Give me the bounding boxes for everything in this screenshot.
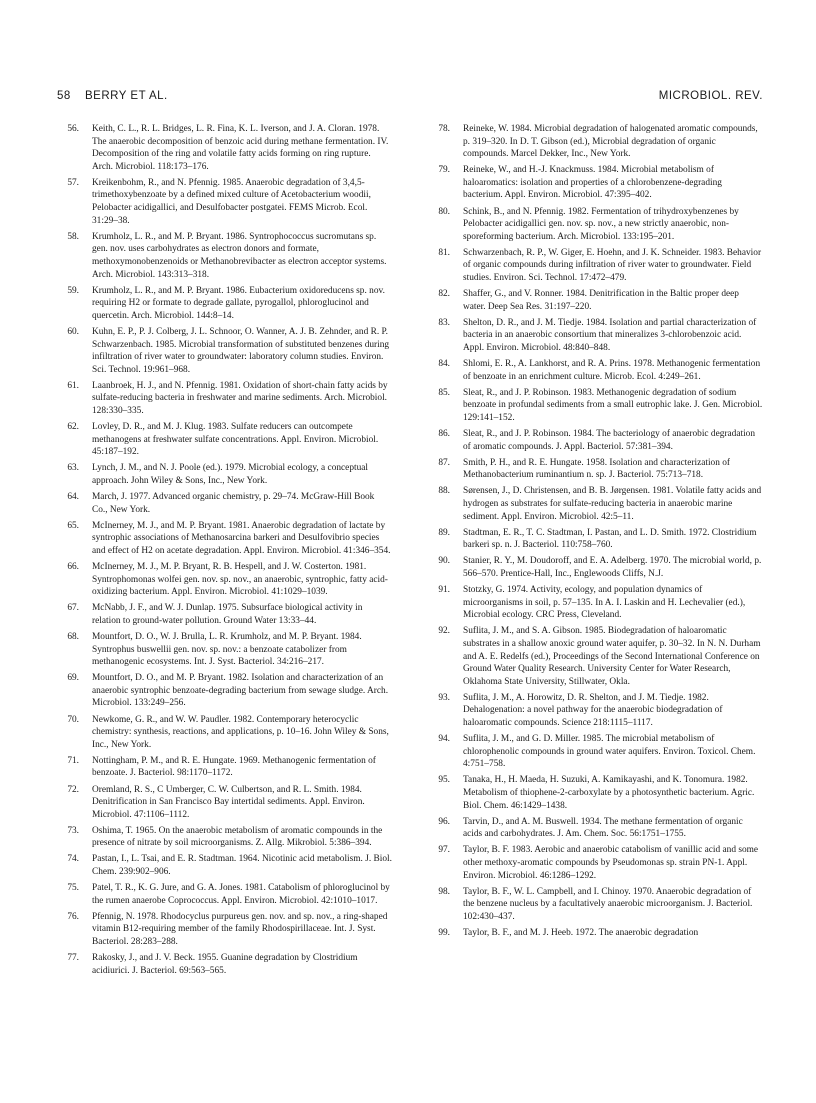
reference-text: Kreikenbohm, R., and N. Pfennig. 1985. Anaerobic degradation of 3,4,5-trimethoxybenzoate by a defined mixed culture of Acetobacterium woodii, Pelobacter acidigallici, and Desulfobacter postgatei. FEMS Microb. Ecol. 31:29–38. [92,177,371,226]
reference-text: Suflita, J. M., and S. A. Gibson. 1985. Biodegradation of haloaromatic substrates in a shallow anoxic ground water aquifer, p. 30–32. In N. N. Durham and A. E. Redelfs (ed.), Proceedings of the Second International Conference on Ground Water Quality Research. University Center for Water Research, Oklahoma State University, Stillwater, Okla. [463,626,761,687]
reference-text: Pfennig, N. 1978. Rhodocyclus purpureus gen. nov. and sp. nov., a ring-shaped vitamin B12-requiring member of the family Rhodospirillaceae. Int. J. Syst. Bacteriol. 28:283–288. [92,911,388,948]
reference-item [428,774,763,812]
reference-item [57,231,392,281]
reference-item [57,421,392,459]
reference-text: Shaffer, G., and V. Ronner. 1984. Denitrification in the Baltic proper deep water. Deep Sea Res. 31:197–220. [463,289,739,312]
reference-number: 77. [67,953,79,964]
reference-text: McNabb, J. F., and W. J. Dunlap. 1975. Subsurface biological activity in relation to ground-water pollution. Ground Water 13:33–44. [92,603,363,626]
reference-text: Suflita, J. M., and G. D. Miller. 1985. The microbial metabolism of chlorophenolic compounds in ground water aquifers. Environ. Toxicol. Chem. 4:751–758. [463,734,756,770]
reference-number: 59. [67,285,79,296]
reference-text: Stanier, R. Y., M. Doudoroff, and E. A. Adelberg. 1970. The microbial world, p. 566–570. Prentice-Hall, Inc., Englewoods Cliffs, N.J. [463,556,762,579]
reference-text: Lovley, D. R., and M. J. Klug. 1983. Sulfate reducers can outcompete methanogens at freshwater sulfate concentrations. Appl. Environ. Microbiol. 45:187–192. [92,422,379,458]
reference-number: 68. [67,631,79,642]
reference-text: Mountfort, D. O., and M. P. Bryant. 1982. Isolation and characterization of an anaerobic syntrophic benzoate-degrading bacterium from sewage sludge. Arch. Microbiol. 133:249–256. [92,673,389,709]
reference-item [428,288,763,313]
reference-number: 89. [438,527,450,538]
reference-text: Lynch, J. M., and N. J. Poole (ed.). 1979. Microbial ecology, a conceptual approach. John Wiley & Sons, Inc., New York. [92,463,369,486]
reference-item [57,326,392,376]
reference-number: 87. [438,457,450,468]
reference-item [57,755,392,780]
reference-text: Shlomi, E. R., A. Lankhorst, and R. A. Prins. 1978. Methanogenic fermentation of benzoate in an enrichment culture. Microb. Ecol. 4:249–261. [463,359,761,382]
reference-item [57,784,392,822]
reference-number: 64. [67,492,79,503]
reference-text: Sleat, R., and J. P. Robinson. 1983. Methanogenic degradation of sodium benzoate in profundal sediments from a small eutrophic lake. J. Gen. Microbiol. 129:141–152. [463,387,763,423]
reference-number: 96. [438,816,450,827]
reference-item [57,561,392,599]
reference-text: Taylor, B. F., and M. J. Heeb. 1972. The anaerobic degradation [463,927,699,938]
reference-item [428,317,763,355]
reference-item [428,164,763,202]
reference-item [428,527,763,552]
reference-text: Schwarzenbach, R. P., W. Giger, E. Hoehn, and J. K. Schneider. 1983. Behavior of organic compounds during infiltration of river water to groundwater. Field studies. Environ. Sci. Technol. 17:472–479. [463,247,762,284]
reference-item [57,882,392,907]
reference-item [428,733,763,771]
reference-number: 86. [438,429,450,440]
reference-number: 92. [438,626,450,637]
reference-item [428,555,763,580]
reference-item [428,123,763,161]
reference-number: 90. [438,556,450,567]
reference-text: Suflita, J. M., A. Horowitz, D. R. Shelton, and J. M. Tiedje. 1982. Dehalogenation: a novel pathway for the anaerobic biodegradation of haloaromatic compounds. Science 218:1115–1117. [463,692,723,729]
reference-number: 83. [438,317,450,328]
reference-item [57,911,392,949]
reference-number: 75. [67,883,79,894]
reference-item [57,952,392,977]
reference-column-right [428,123,763,943]
reference-number: 69. [67,673,79,684]
reference-number: 94. [438,734,450,745]
reference-item [428,247,763,285]
reference-number: 97. [438,845,450,856]
reference-text: Schink, B., and N. Pfennig. 1982. Fermentation of trihydroxybenzenes by Pelobacter acidigallici gen. nov. sp. nov., a new strictly anaerobic, non-sporeforming bacterium. Arch. Microbiol. 133:195–201. [463,206,739,242]
reference-number: 74. [67,854,79,865]
reference-item [57,285,392,323]
reference-item [57,462,392,487]
reference-item [428,206,763,244]
reference-text: McInerney, M. J., and M. P. Bryant. 1981. Anaerobic degradation of lactate by syntrophic associations of Methanosarcina barkeri and Desulfovibrio species and effect of H2 on acetate degradation. Appl. Environ. Microbiol. 41:346–354. [92,520,391,556]
reference-number: 95. [438,775,450,786]
page-number: 58 [57,90,71,102]
reference-number: 99. [438,927,450,938]
reference-text: Taylor, B. F. 1983. Aerobic and anaerobic catabolism of vanillic acid and some other methoxy-aromatic compounds by Pseudomonas sp. strain PN-1. Appl. Environ. Microbiol. 46:1286–1292. [463,845,759,881]
reference-number: 82. [438,289,450,300]
reference-item [428,428,763,453]
reference-text: Krumholz, L. R., and M. P. Bryant. 1986. Eubacterium oxidoreducens sp. nov. requiring H2 or formate to degrade gallate, pyrogallol, phloroglucinol and quercetin. Arch. Microbiol. 144:8–14. [92,285,385,321]
reference-text: McInerney, M. J., M. P. Bryant, R. B. Hespell, and J. W. Costerton. 1981. Syntrophomonas wolfei gen. nov. sp. nov., an anaerobic, syntrophic, fatty acid-oxidizing bacterium. Appl. Environ. Microbiol. 41:1029–1039. [92,562,388,598]
reference-item [57,853,392,878]
reference-item [428,387,763,425]
reference-item [428,625,763,688]
running-header [57,90,763,106]
reference-text: Tarvin, D., and A. M. Buswell. 1934. The methane fermentation of organic acids and carbohydrates. J. Am. Chem. Soc. 56:1751–1755. [463,816,743,840]
reference-text: Laanbroek, H. J., and N. Pfennig. 1981. Oxidation of short-chain fatty acids by sulfate-reducing bacteria in freshwater and marine sediments. Arch. Microbiol. 128:330–335. [92,380,388,416]
reference-text: Tanaka, H., H. Maeda, H. Suzuki, A. Kamikayashi, and K. Tonomura. 1982. Metabolism of thiophene-2-carboxylate by a photosynthetic bacterium. Agric. Biol. Chem. 46:1429–1438. [463,775,755,811]
reference-item [57,123,392,173]
reference-text: Nottingham, P. M., and R. E. Hungate. 1969. Methanogenic fermentation of benzoate. J. Bacteriol. 98:1170–1172. [92,755,376,779]
reference-number: 60. [67,326,79,337]
reference-number: 91. [438,585,450,596]
reference-item [428,584,763,622]
reference-item [428,816,763,841]
reference-text: Sørensen, J., D. Christensen, and B. B. Jørgensen. 1981. Volatile fatty acids and hydrogen as substrates for sulfate-reducing bacteria in anaerobic marine sediment. Appl. Environ. Microbiol. 42:5–11. [463,486,762,522]
reference-number: 73. [67,825,79,836]
running-author: BERRY ET AL. [85,90,168,102]
reference-item [57,714,392,752]
reference-text: Keith, C. L., R. L. Bridges, L. R. Fina, K. L. Iverson, and J. A. Cloran. 1978. The anaerobic decomposition of benzoic acid during methane fermentation. IV. Decomposition of the ring and volatile fatty acids forming on ring rupture. Arch. Microbiol. 118:173–176. [92,124,389,172]
reference-text: Shelton, D. R., and J. M. Tiedje. 1984. Isolation and partial characterization of bacteria in an anaerobic consortium that mineralizes 3-chlorobenzoic acid. Appl. Environ. Microbiol. 48:840–848. [463,317,757,353]
reference-text: Pastan, I., L. Tsai, and E. R. Stadtman. 1964. Nicotinic acid metabolism. J. Biol. Chem. 239:902–906. [92,854,392,878]
reference-text: Krumholz, L. R., and M. P. Bryant. 1986. Syntrophococcus sucromutans sp. gen. nov. uses carbohydrates as electron donors and formate, methoxymonobenzenoids or Methanobrevibacter as electron acceptor systems. Arch. Microbiol. 143:313–318. [92,231,387,280]
reference-item [57,672,392,710]
running-journal: MICROBIOL. REV. [658,90,763,102]
reference-text: Oremland, R. S., C Umberger, C. W. Culbertson, and R. L. Smith. 1984. Denitrification in San Francisco Bay intertidal sediments. Appl. Environ. Microbiol. 47:1106–1112. [92,784,365,820]
reference-number: 65. [67,520,79,531]
reference-number: 88. [438,486,450,497]
reference-item [428,457,763,482]
reference-item [428,927,763,940]
reference-text: Oshima, T. 1965. On the anaerobic metabolism of aromatic compounds in the presence of nitrate by soil microorganisms. Z. Allg. Mikrobiol. 5:386–394. [92,825,383,849]
reference-item [57,380,392,418]
reference-number: 56. [67,124,79,134]
reference-item [428,886,763,924]
reference-item [428,485,763,523]
reference-text: Smith, P. H., and R. E. Hungate. 1958. Isolation and characterization of Methanobacterium ruminantium n. sp. J. Bacteriol. 75:713–718. [463,457,731,481]
reference-number: 79. [438,165,450,176]
reference-item [57,825,392,850]
reference-number: 78. [438,124,450,134]
reference-number: 61. [67,380,79,391]
reference-number: 84. [438,359,450,370]
reference-number: 70. [67,714,79,725]
reference-text: Newkome, G. R., and W. W. Paudler. 1982. Contemporary heterocyclic chemistry: synthesis, reactions, and applications, p. 10–16. John Wiley & Sons, Inc., New York. [92,714,389,750]
reference-number: 80. [438,206,450,217]
reference-column-left [57,123,392,981]
reference-number: 98. [438,886,450,897]
reference-number: 63. [67,463,79,474]
reference-number: 67. [67,603,79,614]
reference-number: 71. [67,755,79,766]
reference-text: Reineke, W. 1984. Microbial degradation of halogenated aromatic compounds, p. 319–320. In D. T. Gibson (ed.), Microbial degradation of organic compounds. Marcel Dekker, Inc., New York. [463,124,758,160]
reference-text: Mountfort, D. O., W. J. Brulla, L. R. Krumholz, and M. P. Bryant. 1984. Syntrophus buswellii gen. nov. sp. nov.: a benzoate catabolizer from methanogenic ecosystems. Int. J. Syst. Bacteriol. 34:216–217. [92,631,362,668]
reference-text: Kuhn, E. P., P. J. Colberg, J. L. Schnoor, O. Wanner, A. J. B. Zehnder, and R. P. Schwarzenbach. 1985. Microbial transformation of substituted benzenes during infiltration of river water to groundwater: laboratory column studies. Environ. Sci. Technol. 19:961–968. [92,326,390,375]
reference-text: Stadtman, E. R., T. C. Stadtman, I. Pastan, and L. D. Smith. 1972. Clostridium barkeri sp. n. J. Bacteriol. 110:758–760. [463,527,757,551]
reference-text: March, J. 1977. Advanced organic chemistry, p. 29–74. McGraw-Hill Book Co., New York. [92,492,375,515]
reference-text: Reineke, W., and H.-J. Knackmuss. 1984. Microbial metabolism of haloaromatics: isolation and properties of a chlorobenzene-degrading bacterium. Appl. Environ. Microbiol. 47:395–402. [463,165,722,201]
reference-item [57,602,392,627]
reference-number: 81. [438,247,450,258]
reference-item [428,844,763,882]
reference-item [428,358,763,383]
reference-text: Sleat, R., and J. P. Robinson. 1984. The bacteriology of anaerobic degradation of aromatic compounds. J. Appl. Bacteriol. 57:381–394. [463,429,756,452]
reference-number: 58. [67,231,79,242]
reference-number: 72. [67,784,79,795]
reference-text: Taylor, B. F., W. L. Campbell, and I. Chinoy. 1970. Anaerobic degradation of the benzene nucleus by a facultatively anaerobic microorganism. J. Bacteriol. 102:430–437. [463,886,753,922]
reference-text: Rakosky, J., and J. V. Beck. 1955. Guanine degradation by Clostridium acidiurici. J. Bacteriol. 69:563–565. [92,953,358,976]
reference-item [57,520,392,558]
reference-item [428,692,763,730]
reference-number: 62. [67,422,79,433]
reference-number: 76. [67,911,79,922]
reference-number: 85. [438,387,450,398]
reference-text: Patel, T. R., K. G. Jure, and G. A. Jones. 1981. Catabolism of phloroglucinol by the rumen anaerobe Coprococcus. Appl. Environ. Microbiol. 42:1010–1017. [92,883,390,906]
reference-number: 93. [438,692,450,703]
reference-text: Stotzky, G. 1974. Activity, ecology, and population dynamics of microorganisms in soil, p. 57–135. In A. I. Laskin and H. Lechevalier (ed.), Microbial ecology. CRC Press, Cleveland. [463,585,746,621]
reference-number: 66. [67,562,79,572]
reference-item [57,491,392,516]
reference-number: 57. [67,177,79,188]
reference-item [57,177,392,227]
reference-item [57,631,392,669]
